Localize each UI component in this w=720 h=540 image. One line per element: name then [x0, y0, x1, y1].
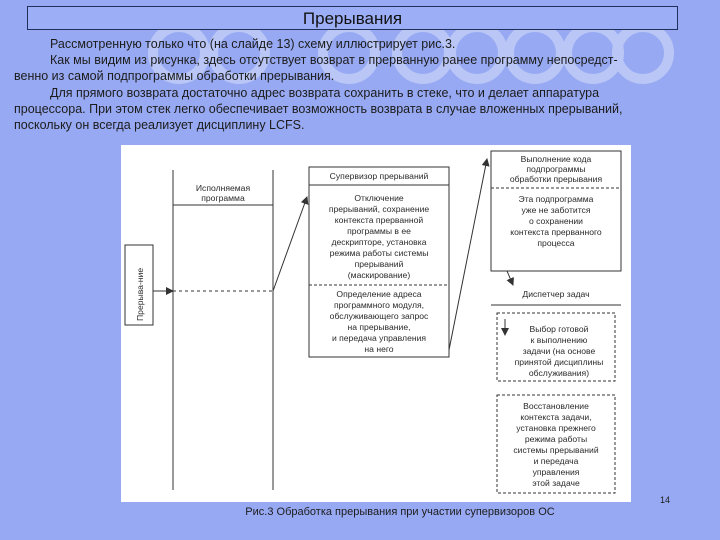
block-line: обслуживающего запрос	[329, 311, 429, 321]
body-line: венно из самой подпрограммы обработки прерывания.	[14, 69, 335, 84]
dispatcher-line: обслуживания)	[528, 368, 590, 378]
dispatcher-line: контекста задачи,	[520, 412, 592, 422]
dispatcher-line: и передача	[533, 456, 579, 466]
block-line: и передача управления	[331, 333, 427, 343]
handler-note-line: уже не заботится	[521, 205, 591, 215]
dispatcher-line: режима работы	[524, 434, 588, 444]
figure-caption: Рис.3 Обработка прерывания при участии супервизоров ОС	[245, 506, 555, 518]
block-line: дескрипторе, установка	[331, 237, 427, 247]
handler-note-line: Эта подпрограмма	[518, 194, 594, 204]
block-line: Определение адреса	[336, 289, 422, 299]
handler-note-line: о сохранении	[529, 216, 583, 226]
program-label-line: Исполняемая	[195, 183, 251, 193]
dispatcher-line: принятой дисциплины	[514, 357, 604, 367]
program-label-line: программа	[201, 193, 245, 203]
block-line: программы в ее	[347, 226, 411, 236]
handler-note-line: контекста прерванного	[510, 227, 602, 237]
block-line: программного модуля,	[333, 300, 425, 310]
block-line: на прерывание,	[347, 322, 411, 332]
interrupt-diagram	[121, 145, 631, 502]
body-line: Для прямого возврата достаточно адрес возврата сохранить в стеке, что и делает аппаратура	[50, 85, 600, 100]
transfer-to-handler-arrow	[449, 159, 487, 350]
interrupt-label: Прерыва-ние	[135, 267, 145, 321]
dispatcher-line: установка прежнего	[516, 423, 596, 433]
block-line: прерываний	[354, 259, 404, 269]
handler-note-line: процесса	[537, 238, 575, 248]
body-line: поскольку он всегда реализует дисциплину LCFS.	[14, 118, 305, 133]
block-line: Отключение	[354, 193, 404, 203]
dispatcher-title: Диспетчер задач	[522, 289, 590, 299]
dispatcher-line: системы прерываний	[513, 445, 599, 455]
dispatcher-line: к выполнению	[530, 335, 588, 345]
body-line: Рассмотренную только что (на слайде 13) схему иллюстрирует рис.3.	[50, 37, 456, 51]
block-line: (маскирование)	[347, 270, 411, 280]
dispatcher-line: управления	[532, 467, 580, 477]
supervisor-title: Супервизор прерываний	[329, 171, 429, 181]
body-line: Как мы видим из рисунка, здесь отсутствует возврат в прерванную ранее программу непосредст-	[50, 53, 618, 68]
transfer-to-dispatcher-arrow	[507, 271, 513, 285]
dispatcher-line: задачи (на основе	[522, 346, 596, 356]
dispatcher-line: Выбор готовой	[529, 324, 589, 334]
slide-body	[14, 36, 714, 133]
dispatcher-line: этой задаче	[532, 478, 580, 488]
slide-title: Прерывания	[27, 6, 678, 30]
page-number: 14	[660, 495, 671, 505]
transfer-to-supervisor-arrow	[273, 197, 307, 291]
handler-title-line: подпрограммы	[526, 164, 586, 174]
block-line: на него	[364, 344, 394, 354]
handler-title-line: обработки прерывания	[509, 174, 603, 184]
dispatcher-line: Восстановление	[523, 401, 589, 411]
body-line: процессора. При этом стек легко обеспечивает возможность возврата в случае вложенных прерываний,	[14, 101, 623, 116]
handler-title-line: Выполнение кода	[520, 154, 592, 164]
diagram-svg	[121, 145, 631, 502]
block-line: контекста прерванной	[334, 215, 424, 225]
block-line: прерываний, сохранение	[328, 204, 430, 214]
block-line: режима работы системы	[329, 248, 429, 258]
